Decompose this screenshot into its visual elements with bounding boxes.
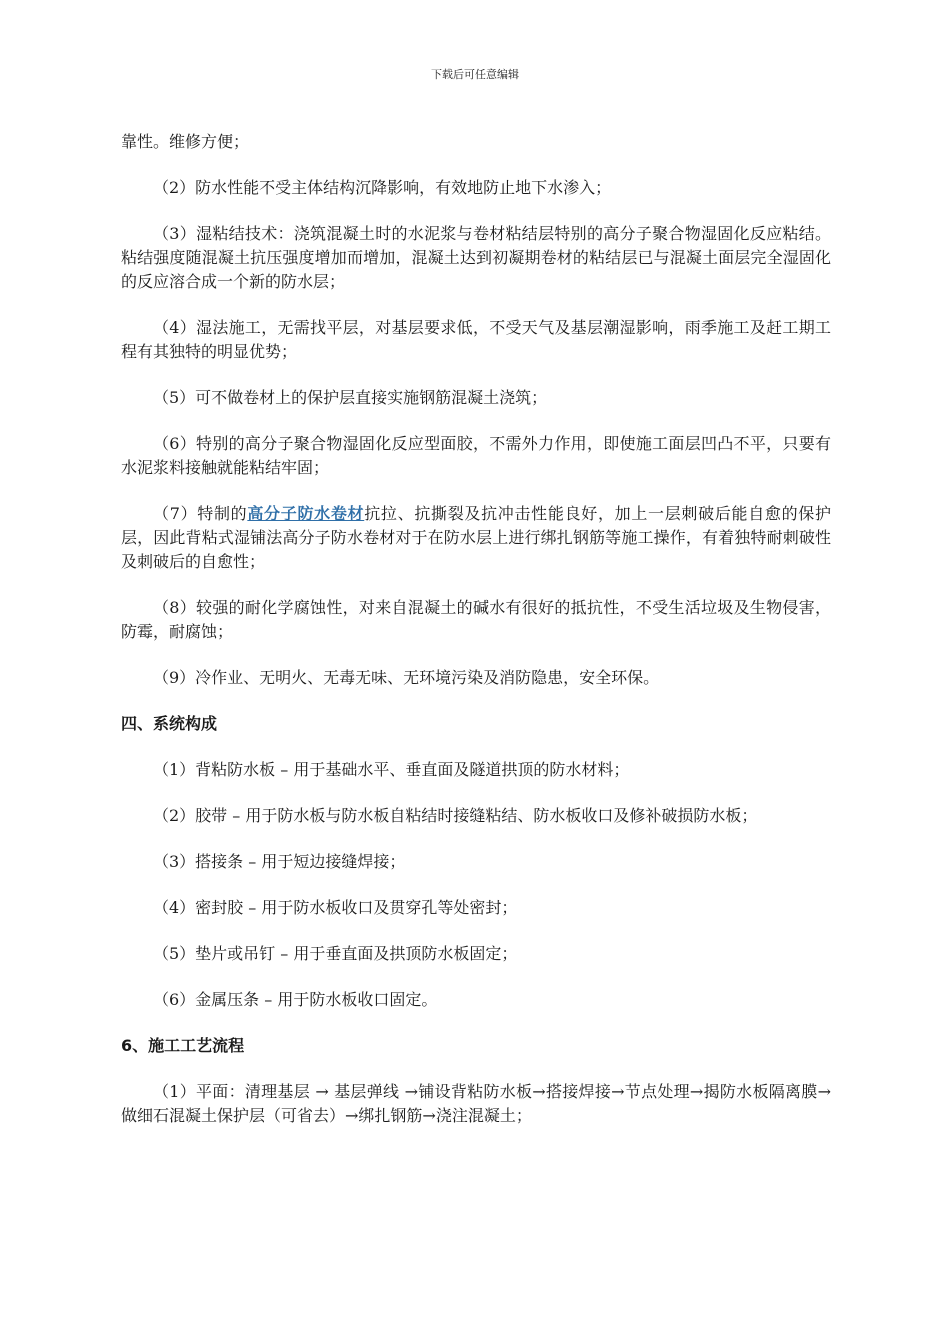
system-item-3: （3）搭接条 – 用于短边接缝焊接； [153, 852, 406, 871]
section-heading-process: 6、施工工艺流程 [121, 1036, 245, 1055]
advantage-item-5: （5）可不做卷材上的保护层直接实施钢筋混凝土浇筑； [153, 388, 548, 407]
advantage-item-2: （2）防水性能不受主体结构沉降影响，有效地防止地下水渗入； [153, 178, 612, 197]
advantage-item-7 [121, 502, 831, 574]
system-item-1: （1）背粘防水板 – 用于基础水平、垂直面及隧道拱顶的防水材料； [153, 760, 630, 779]
paragraph-continuation: 靠性。维修方便； [121, 132, 250, 151]
advantage-item-4: （4）湿法施工，无需找平层，对基层要求低，不受天气及基层潮湿影响，雨季施工及赶工期工程有其独特的明显优势； [121, 318, 831, 361]
page-header: 下载后可任意编辑 [431, 68, 519, 81]
system-item-6: （6）金属压条 – 用于防水板收口固定。 [153, 990, 438, 1009]
membrane-link[interactable]: 高分子防水卷材 [247, 504, 365, 523]
advantage-item-8: （8）较强的耐化学腐蚀性，对来自混凝土的碱水有很好的抵抗性，不受生活垃圾及生物侵害，防霉，耐腐蚀； [121, 598, 831, 641]
system-item-2: （2）胶带 – 用于防水板与防水板自粘结时接缝粘结、防水板收口及修补破损防水板； [153, 806, 758, 825]
process-item-1: （1）平面：清理基层 → 基层弹线 →铺设背粘防水板→搭接焊接→节点处理→揭防水板隔离膜→做细石混凝土保护层（可省去）→绑扎钢筋→浇注混凝土； [121, 1082, 831, 1125]
system-item-4: （4）密封胶 – 用于防水板收口及贯穿孔等处密封； [153, 898, 518, 917]
advantage-item-7-suffix: 抗拉、抗撕裂及抗冲击性能良好，加上一层刺破后能自愈的保护层，因此背粘式湿铺法高分子防水卷材对于在防水层上进行绑扎钢筋等施工操作，有着独特耐刺破性及刺破后的自愈性； [121, 504, 831, 571]
advantage-item-9: （9）冷作业、无明火、无毒无味、无环境污染及消防隐患，安全环保。 [153, 668, 660, 687]
section-heading-system: 四、系统构成 [121, 714, 218, 733]
advantage-item-6: （6）特别的高分子聚合物湿固化反应型面胶，不需外力作用，即使施工面层凹凸不平，只要有水泥浆料接触就能粘结牢固； [121, 434, 831, 477]
document-body [121, 130, 831, 1150]
advantage-item-7-prefix: （7）特制的 [153, 504, 248, 523]
advantage-item-3: （3）湿粘结技术：浇筑混凝土时的水泥浆与卷材粘结层特别的高分子聚合物湿固化反应粘结。粘结强度随混凝土抗压强度增加而增加，混凝土达到初凝期卷材的粘结层已与混凝土面层完全湿固化的反应溶合成一个新的防水层； [121, 224, 831, 291]
system-item-5: （5）垫片或吊钉 – 用于垂直面及拱顶防水板固定； [153, 944, 518, 963]
